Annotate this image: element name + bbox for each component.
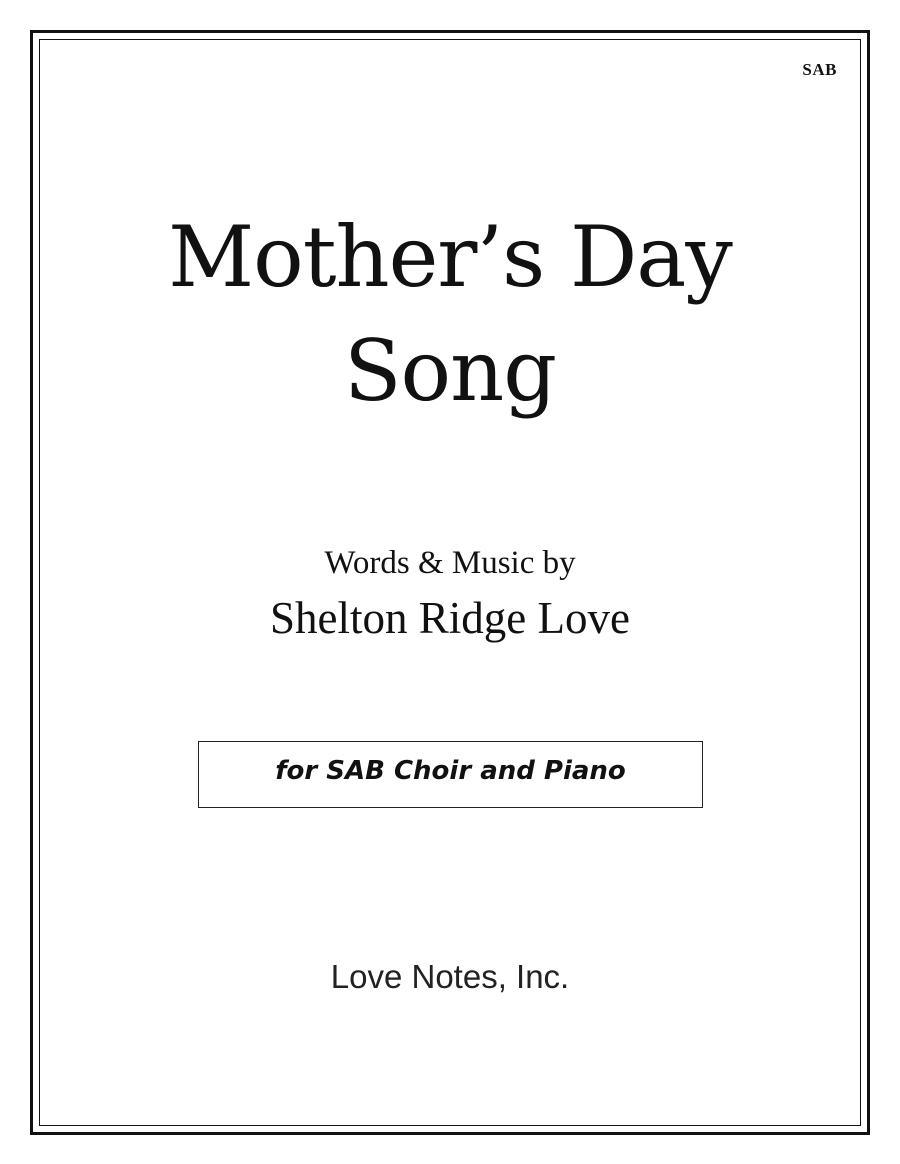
- song-title: [0, 200, 900, 428]
- publisher-name: Love Notes, Inc.: [330, 958, 570, 995]
- instrumentation-text: for SAB Choir and Piano: [275, 755, 626, 786]
- credit-label: Words & Music by: [324, 545, 576, 581]
- song-title-line-1: Mother’s Day: [168, 208, 732, 306]
- song-title-line-2: Song: [344, 322, 556, 420]
- voicing-label: SAB: [802, 60, 837, 79]
- instrumentation-box: [198, 741, 703, 808]
- composer-name: Shelton Ridge Love: [270, 593, 630, 643]
